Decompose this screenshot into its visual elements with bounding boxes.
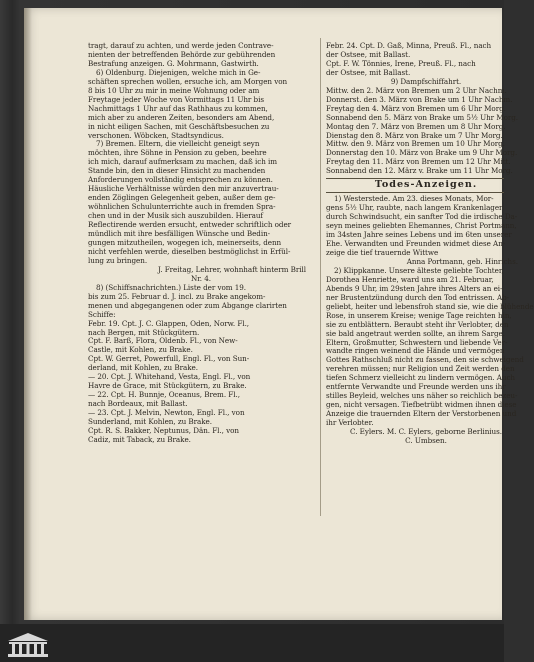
- text-line: möchten, ihre Söhne in Pension zu geben, beehre: [88, 148, 267, 158]
- text-line: Stande bin, den in dieser Hinsicht zu machenden: [88, 166, 266, 176]
- text-line: gen, nicht versagen. Tiefbetrübt widmen ihnen diese: [326, 400, 517, 410]
- text-line: Mittw. den 2. März von Bremen um 2 Uhr Nachm.: [326, 85, 507, 95]
- text-line: Anzeige die trauernden Eltern der Verstorbenen und: [326, 409, 517, 419]
- text-line: mündlich mit ihre besfälligen Wünsche und Bedin-: [88, 229, 271, 239]
- text-line: Anna Portmann, geb. Hinrichs.: [406, 256, 518, 266]
- text-line: der Ostsee, mit Ballast.: [326, 67, 411, 77]
- text-line: Donnerst. den 3. März von Brake um 1 Uhr Nachm.: [326, 94, 513, 104]
- text-line: verschonen. Wöbcken, Stadtsyndicus.: [88, 130, 224, 140]
- text-line: Abends 9 Uhr, im 29sten Jahre ihres Alters an ei-: [326, 283, 503, 293]
- text-line: enden Zöglingen Gelegenheit geben, außer dem ge-: [88, 193, 276, 203]
- text-line: tragt, darauf zu achten, und werde jeden Contrave-: [88, 41, 274, 50]
- text-line: Freytage jeder Woche von Vormittags 11 Uhr bis: [88, 94, 264, 104]
- text-line: 9) Dampfschiffahrt.: [390, 76, 462, 86]
- text-line: Sunderland, mit Kohlen, zu Brake.: [88, 417, 212, 427]
- text-line: Schiffe:: [88, 309, 116, 319]
- text-line: 8) (Schiffsnachrichten.) Liste der vom 19.: [96, 282, 247, 292]
- text-line: Anforderungen vollständig entsprechen zu können.: [88, 175, 273, 185]
- text-line: Mittw. den 9. März von Bremen um 10 Uhr Morg.: [326, 139, 505, 149]
- section-rule: [326, 192, 504, 193]
- text-line: Cpt. F. Barß, Flora, Oldenb. Fl., von New-: [88, 336, 238, 346]
- text-line: bis zum 25. Februar d. J. incl. zu Brake angekom-: [88, 291, 266, 301]
- text-line: 6) Oldenburg. Diejenigen, welche mich in Ge-: [96, 67, 261, 77]
- text-line: schäften sprechen wollen, ersuche ich, am Morgen von: [88, 76, 288, 86]
- text-line: C. Umbsen.: [405, 435, 447, 445]
- text-line: Bestrafung anzeigen. G. Mohrmann, Gastwirth.: [88, 58, 259, 68]
- text-line: der Ostsee, mit Ballast.: [326, 49, 411, 59]
- text-line: gungen mitzutheilen, wogegen ich, meinerseits, denn: [88, 237, 282, 247]
- text-line: Nachmittags 1 Uhr auf das Rathhaus zu kommen,: [88, 103, 268, 113]
- text-line: ich mich, darauf aufmerksam zu machen, daß ich im: [88, 157, 278, 167]
- right-column-top-section: [326, 42, 526, 176]
- text-line: Reflectirende werden ersucht, entweder schriftlich oder: [88, 220, 292, 230]
- text-line: Cadiz, mit Taback, zu Brake.: [88, 434, 191, 444]
- text-line: seyn meines geliebten Ehemannes, Christ Portmann,: [326, 221, 517, 231]
- text-line: entfernte Verwandte und Freunde werden uns ihr: [326, 382, 506, 392]
- text-line: gens 5½ Uhr, raubte, nach langem Krankenlager: [326, 203, 503, 213]
- text-line: geliebt, heiter und lebensfroh stand sie, wie die blühende: [326, 301, 534, 311]
- text-line: ner Brustentzündung durch den Tod entrissen. Ab-: [326, 292, 510, 302]
- text-line: Freytag den 11. März von Bremen um 12 Uhr Mitt.: [326, 157, 511, 167]
- text-line: Febr. 24. Cpt. D. Gaß, Minna, Preuß. Fl., nach: [326, 41, 492, 50]
- text-line: Montag den 7. März von Bremen um 8 Uhr Morg.: [326, 121, 506, 131]
- text-line: Nr. 4.: [190, 273, 212, 283]
- right-column: [326, 41, 534, 446]
- text-line: verehren müssen; nur Religion und Zeit werden den: [326, 364, 515, 374]
- text-line: Eltern, Großmutter, Schwestern und liebende Ver-: [326, 337, 508, 347]
- text-line: Sonnabend den 12. März v. Brake um 11 Uhr Morg.: [326, 166, 513, 176]
- text-line: wandte ringen weinend die Hände und vermögen: [326, 346, 505, 356]
- text-line: Febr. 19. Cpt. J. C. Glappen, Oden, Norw. Fl.,: [88, 318, 250, 328]
- text-line: nach Bergen, mit Stückgütern.: [88, 327, 200, 337]
- text-line: chen und in der Musik sich auszubilden. Hierauf: [88, 211, 264, 221]
- text-line: 2) Klippkanne. Unsere älteste geliebte Tochter,: [334, 265, 504, 275]
- text-line: Cpt. W. Gerret, Powerfull, Engl. Fl., von Sun-: [88, 354, 250, 364]
- text-line: Havre de Grace, mit Stückgütern, zu Brake.: [88, 381, 247, 391]
- text-line: J. Freitag, Lehrer, wohnhaft hinterm Brill: [157, 264, 306, 274]
- text-line: in nicht eiligen Sachen, mit Geschäftsbesuchen zu: [88, 121, 270, 131]
- text-line: Cpt. F. W. Tönnies, Irene, Preuß. Fl., nach: [326, 58, 476, 68]
- text-line: nach Bordeaux, mit Ballast.: [88, 399, 188, 409]
- text-line: Rose, in unserem Kreise; wenige Tage reichten hin,: [326, 310, 512, 320]
- text-line: mich aber zu anderen Zeiten, besonders am Abend,: [88, 112, 275, 122]
- text-line: durch Schwindsucht, ein sanfter Tod die irdische Da-: [326, 212, 518, 222]
- text-line: derland, mit Kohlen, zu Brake.: [88, 363, 198, 373]
- text-line: menen und abgegangenen oder zum Abgange clarirten: [88, 300, 287, 310]
- text-line: lung zu bringen.: [88, 255, 148, 265]
- text-line: 1) Westerstede. Am 23. dieses Monats, Mor-: [334, 194, 494, 204]
- text-line: — 23. Cpt. J. Melvin, Newton, Engl. Fl., von: [88, 408, 245, 418]
- death-notices-section: [326, 194, 534, 446]
- text-line: sie zu entblättern. Beraubt steht ihr Verlobter, den: [326, 319, 509, 329]
- text-line: C. Eylers. M. C. Eylers, geborne Berlinius.: [350, 427, 502, 437]
- text-line: Gottes Rathschluß nicht zu fassen, den sie schweigend: [326, 355, 524, 365]
- text-line: 8 bis 10 Uhr zu mir in meine Wohnung oder am: [88, 85, 260, 95]
- text-line: Donnerstag den 10. März von Brake um 9 Uhr Morg.: [326, 148, 518, 158]
- text-line: ihr Verlobter.: [326, 418, 374, 428]
- text-line: Häusliche Verhältnisse würden den mir anzuvertrau-: [88, 184, 279, 194]
- text-line: Freytag den 4. März von Bremen um 6 Uhr Morg.: [326, 103, 506, 113]
- death-notices-heading: Todes-Anzeigen.: [374, 179, 478, 191]
- text-line: zeige die tief trauernde Wittwe: [326, 247, 439, 257]
- viewer-footer: [0, 624, 504, 662]
- text-line: stilles Beyleid, welches uns näher so reichlich bezeu-: [326, 391, 518, 401]
- text-line: nienten der betreffenden Behörde zur gebührenden: [88, 49, 276, 59]
- text-line: tiefen Schmerz vielleicht zu lindern vermögen. Auch: [326, 373, 516, 383]
- text-line: — 22. Cpt. H. Bunnje, Oceanus, Brem. Fl.,: [88, 390, 240, 400]
- text-line: wöhnlichen Schulunterrichte auch in fremden Spra-: [88, 202, 276, 212]
- text-line: 7) Bremen. Eltern, die vielleicht geneigt seyn: [96, 139, 260, 149]
- text-line: im 34sten Jahre seines Lebens und im 6ten unserer: [326, 230, 512, 240]
- library-building-icon: [4, 632, 52, 658]
- text-line: sie bald angetraut werden sollte, an ihrem Sarge.: [326, 328, 505, 338]
- left-column: [88, 42, 314, 445]
- text-line: Sonnabend den 5. März von Brake um 5½ Uhr Morg.: [326, 112, 519, 122]
- text-line: nicht verfehlen werde, dieselben bestmöglichst in Erfül-: [88, 246, 291, 256]
- text-line: Cpt. R. S. Bakker, Neptunus, Dän. Fl., von: [88, 425, 240, 435]
- newspaper-page: [24, 8, 534, 620]
- column-divider: [320, 38, 321, 516]
- text-line: Dorothea Henriette, ward uns am 21. Februar,: [326, 274, 494, 284]
- text-line: Castle, mit Kohlen, zu Brake.: [88, 345, 193, 355]
- text-line: — 20. Cpt. J. Whitehand, Vesta, Engl. Fl., von: [88, 372, 251, 382]
- text-line: Ehe. Verwandten und Freunden widmet diese An-: [326, 239, 506, 249]
- text-line: Dienstag den 8. März von Brake um 7 Uhr Morg.: [326, 130, 503, 140]
